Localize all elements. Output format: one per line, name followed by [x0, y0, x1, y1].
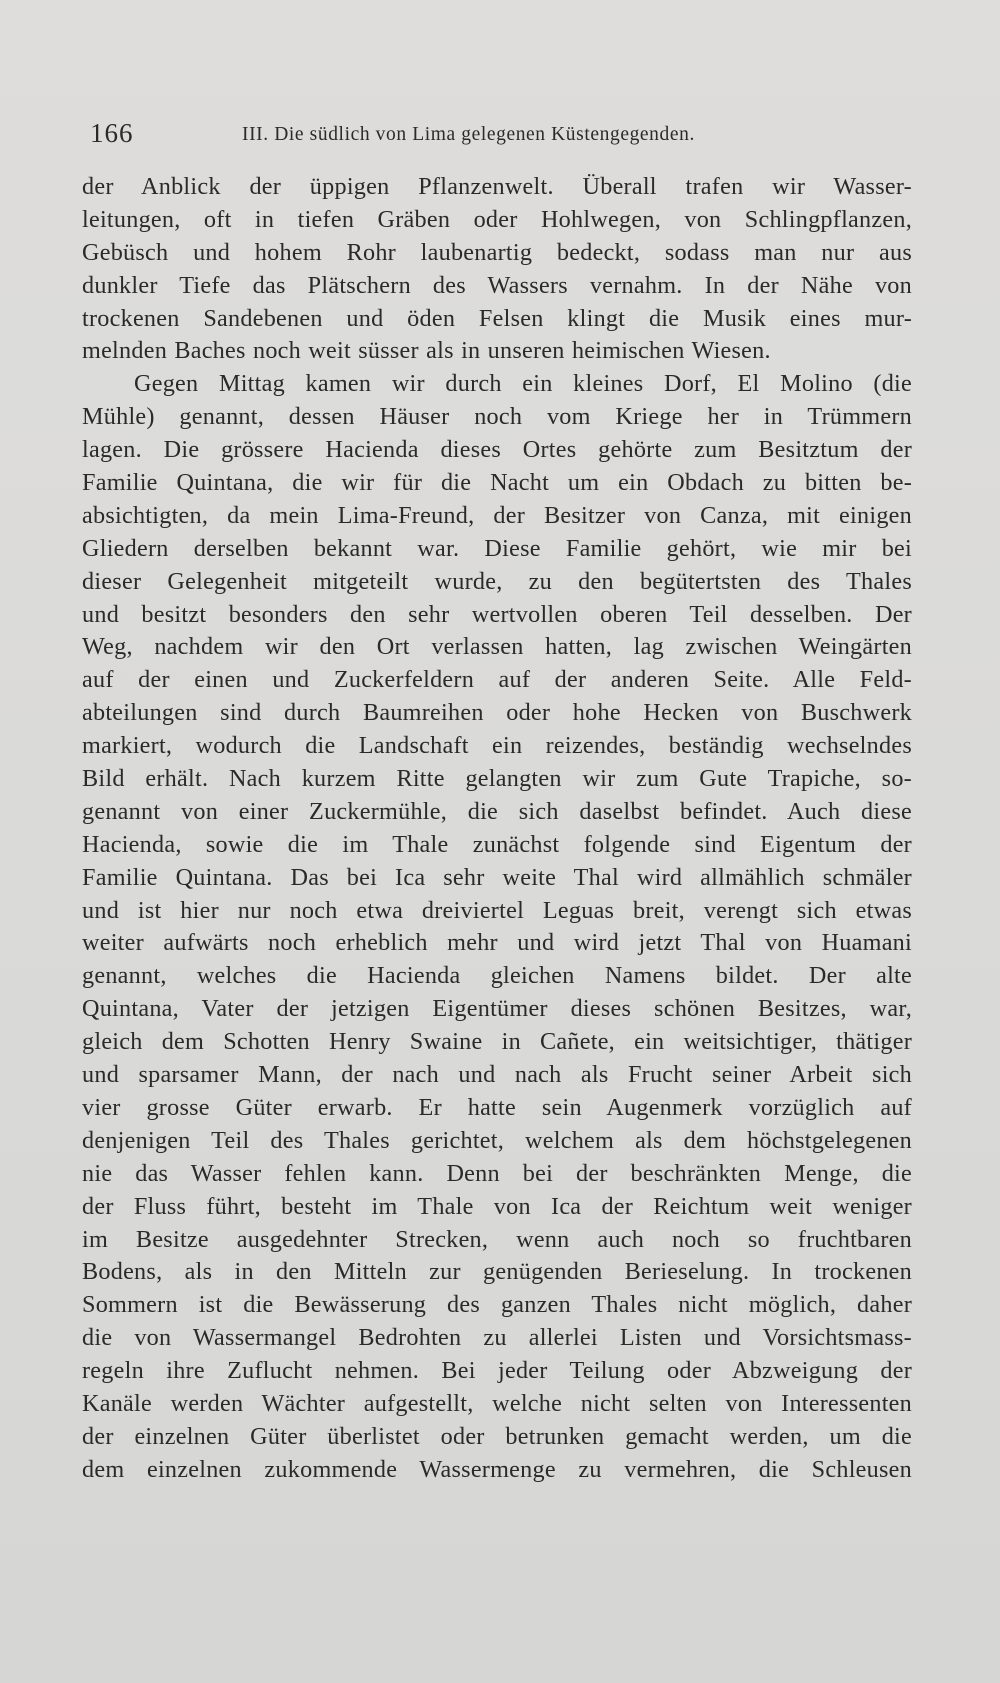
body-text: [82, 171, 912, 1487]
text-line: der Anblick der üppigen Pflanzenwelt. Überall trafen wir Wasser-: [82, 173, 912, 200]
text-line: Familie Quintana, die wir für die Nacht um ein Obdach zu bitten be-: [82, 469, 912, 497]
text-line: Gebüsch und hohem Rohr laubenartig bedeckt, sodass man nur aus: [82, 238, 912, 266]
text-line: Familie Quintana. Das bei Ica sehr weite Thal wird allmählich schmäler: [82, 863, 912, 891]
text-line: absichtigten, da mein Lima-Freund, der Besitzer von Canza, mit einigen: [82, 501, 912, 529]
text-line: Bodens, als in den Mitteln zur genügenden Berieselung. In trockenen: [82, 1258, 912, 1286]
text-line: lagen. Die grössere Hacienda dieses Ortes gehörte zum Besitztum der: [82, 436, 912, 464]
text-line: die von Wassermangel Bedrohten zu allerlei Listen und Vorsichtsmass-: [82, 1324, 912, 1352]
text-line: Mühle) genannt, dessen Häuser noch vom Kriege her in Trümmern: [82, 403, 912, 431]
text-line: und ist hier nur noch etwa dreiviertel Leguas breit, verengt sich etwas: [82, 896, 912, 924]
text-line: genannt, welches die Hacienda gleichen Namens bildet. Der alte: [82, 962, 912, 990]
running-head: III. Die südlich von Lima gelegenen Küstengegenden.: [242, 124, 695, 145]
text-line: leitungen, oft in tiefen Gräben oder Hohlwegen, von Schlingpflanzen,: [82, 205, 912, 233]
text-line: der einzelnen Güter überlistet oder betrunken gemacht werden, um die: [82, 1422, 912, 1450]
text-line: Sommern ist die Bewässerung des ganzen Thales nicht möglich, daher: [82, 1291, 912, 1319]
text-line: nie das Wasser fehlen kann. Denn bei der beschränkten Menge, die: [82, 1159, 912, 1187]
text-line: gleich dem Schotten Henry Swaine in Cañete, ein weitsichtiger, thätiger: [82, 1028, 912, 1056]
text-line: regeln ihre Zuflucht nehmen. Bei jeder Teilung oder Abzweigung der: [82, 1357, 912, 1385]
text-line: und sparsamer Mann, der nach und nach als Frucht seiner Arbeit sich: [82, 1061, 912, 1089]
text-line: im Besitze ausgedehnter Strecken, wenn auch noch so fruchtbaren: [82, 1225, 912, 1253]
text-line: melnden Baches noch weit süsser als in unseren heimischen Wiesen.: [82, 337, 771, 365]
text-line: abteilungen sind durch Baumreihen oder hohe Hecken von Buschwerk: [82, 699, 912, 727]
text-line: und besitzt besonders den sehr wertvollen oberen Teil desselben. Der: [82, 600, 912, 628]
text-line: Weg, nachdem wir den Ort verlassen hatten, lag zwischen Weingärten: [82, 633, 912, 661]
text-line: weiter aufwärts noch erheblich mehr und wird jetzt Thal von Huamani: [82, 929, 912, 957]
text-line: denjenigen Teil des Thales gerichtet, welchem als dem höchstgelegenen: [82, 1126, 912, 1154]
text-line: dieser Gelegenheit mitgeteilt wurde, zu den begütertsten des Thales: [82, 567, 912, 595]
text-line: dunkler Tiefe das Plätschern des Wassers vernahm. In der Nähe von: [82, 271, 912, 299]
text-line: vier grosse Güter erwarb. Er hatte sein Augenmerk vorzüglich auf: [82, 1093, 912, 1121]
text-line: genannt von einer Zuckermühle, die sich daselbst befindet. Auch diese: [82, 797, 912, 825]
page-header: [90, 118, 910, 158]
text-line: Kanäle werden Wächter aufgestellt, welche nicht selten von Interessenten: [82, 1389, 912, 1417]
text-line: Gliedern derselben bekannt war. Diese Familie gehört, wie mir bei: [82, 534, 912, 562]
text-line: der Fluss führt, besteht im Thale von Ica der Reichtum weit weniger: [82, 1192, 912, 1220]
text-line: Gegen Mittag kamen wir durch ein kleines Dorf, El Molino (die: [134, 370, 912, 398]
text-line: Hacienda, sowie die im Thale zunächst folgende sind Eigentum der: [82, 830, 912, 858]
text-line: markiert, wodurch die Landschaft ein reizendes, beständig wechselndes: [82, 732, 912, 760]
text-line: Bild erhält. Nach kurzem Ritte gelangten wir zum Gute Trapiche, so-: [82, 765, 912, 793]
text-line: trockenen Sandebenen und öden Felsen klingt die Musik eines mur-: [82, 304, 912, 332]
page-number: 166: [90, 118, 134, 148]
text-line: auf der einen und Zuckerfeldern auf der anderen Seite. Alle Feld-: [82, 666, 912, 694]
text-line: Quintana, Vater der jetzigen Eigentümer dieses schönen Besitzes, war,: [82, 995, 912, 1023]
text-line: dem einzelnen zukommende Wassermenge zu vermehren, die Schleusen: [82, 1455, 912, 1483]
